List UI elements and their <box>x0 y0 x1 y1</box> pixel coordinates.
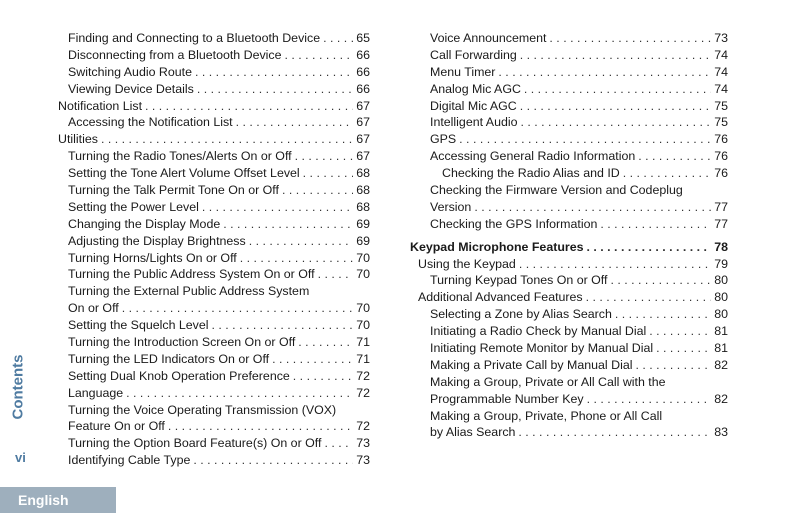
toc-entry[interactable] <box>58 148 370 165</box>
toc-entry-title: Feature On or Off <box>68 419 165 434</box>
toc-leader-dots <box>285 47 354 64</box>
toc-leader-dots <box>195 64 353 81</box>
toc-leader-dots <box>649 323 711 340</box>
toc-entry[interactable] <box>410 216 728 233</box>
toc-entry-page: 70 <box>356 318 370 333</box>
toc-entry-title: Turning the Voice Operating Transmission (VOX) <box>68 402 337 417</box>
toc-entry-page: 82 <box>714 391 728 406</box>
toc-entry-title: Keypad Microphone Features <box>410 239 584 254</box>
toc-entry-title: Setting Dual Knob Operation Preference <box>68 368 290 383</box>
toc-entry-page: 71 <box>356 335 370 350</box>
toc-leader-dots <box>474 199 711 216</box>
toc-entry-page: 69 <box>356 233 370 248</box>
toc-leader-dots <box>240 250 353 267</box>
toc-entry[interactable] <box>410 182 728 199</box>
toc-entry-title: Analog Mic AGC <box>430 81 521 96</box>
toc-entry-title: Switching Audio Route <box>68 64 192 79</box>
toc-entry[interactable] <box>58 233 370 250</box>
toc-entry[interactable] <box>410 148 728 165</box>
toc-entry[interactable] <box>410 306 728 323</box>
toc-leader-dots <box>298 334 353 351</box>
toc-entry-page: 70 <box>356 250 370 265</box>
toc-leader-dots <box>101 131 353 148</box>
toc-entry-page: 66 <box>356 47 370 62</box>
toc-entry-page: 76 <box>714 132 728 147</box>
toc-entry-title: Making a Group, Private, Phone or All Call <box>430 408 663 423</box>
toc-leader-dots <box>520 98 711 115</box>
toc-entry[interactable] <box>410 64 728 81</box>
toc-leader-dots <box>520 47 711 64</box>
toc-leader-dots <box>610 272 711 289</box>
toc-entry-page: 74 <box>714 64 728 79</box>
toc-entry[interactable] <box>58 47 370 64</box>
toc-entry-page: 81 <box>714 324 728 339</box>
toc-entry[interactable] <box>410 272 728 289</box>
toc-leader-dots <box>638 148 711 165</box>
toc-entry-title: Programmable Number Key <box>430 391 584 406</box>
toc-entry[interactable] <box>410 98 728 115</box>
toc-entry-page: 66 <box>356 81 370 96</box>
toc-leader-dots <box>145 98 353 115</box>
toc-entry-title: Checking the Radio Alias and ID <box>442 166 620 181</box>
toc-entry-title: Turning the External Public Address System <box>68 284 310 299</box>
toc-entry-title: Selecting a Zone by Alias Search <box>430 307 612 322</box>
toc-entry-title: Additional Advanced Features <box>418 290 583 305</box>
toc-leader-dots <box>324 435 353 452</box>
contents-label-text: Contents <box>9 354 27 420</box>
toc-entry-page: 74 <box>714 81 728 96</box>
toc-entry[interactable] <box>410 340 728 357</box>
toc-entry-title: Digital Mic AGC <box>430 98 517 113</box>
toc-leader-dots <box>193 452 353 469</box>
toc-leader-dots <box>519 256 711 273</box>
toc-entry-page: 69 <box>356 216 370 231</box>
toc-entry-page: 74 <box>714 47 728 62</box>
toc-entry-page: 65 <box>356 31 370 45</box>
toc-entry-title: Turning the Option Board Feature(s) On or Off <box>68 436 322 451</box>
toc-leader-dots <box>498 64 711 81</box>
toc-entry[interactable] <box>410 391 728 408</box>
toc-entry[interactable] <box>410 131 728 148</box>
toc-entry[interactable] <box>58 131 370 148</box>
toc-entry[interactable] <box>410 424 728 441</box>
toc-leader-dots <box>524 81 711 98</box>
toc-entry-page: 67 <box>356 115 370 130</box>
toc-entry[interactable] <box>410 30 728 47</box>
toc-leader-dots <box>656 340 711 357</box>
toc-entry-page: 67 <box>356 132 370 147</box>
toc-entry-title: Initiating a Radio Check by Manual Dial <box>430 324 647 339</box>
toc-entry[interactable] <box>58 402 370 419</box>
toc-entry-title: Accessing General Radio Information <box>430 149 636 164</box>
toc-entry-title: Checking the GPS Information <box>430 216 598 231</box>
toc-entry[interactable] <box>410 114 728 131</box>
toc-leader-dots <box>202 199 353 216</box>
toc-entry[interactable] <box>410 199 728 216</box>
toc-entry[interactable] <box>58 165 370 182</box>
toc-leader-dots <box>197 81 353 98</box>
toc-entry-title: Notification List <box>58 98 143 113</box>
toc-leader-dots <box>236 114 354 131</box>
toc-entry-title: On or Off <box>68 301 119 316</box>
toc-leader-dots <box>212 317 354 334</box>
toc-leader-dots <box>521 114 712 131</box>
language-label: English <box>18 492 69 508</box>
toc-entry-title: Setting the Power Level <box>68 199 199 214</box>
toc-entry-page: 72 <box>356 385 370 400</box>
toc-entry-page: 68 <box>356 183 370 198</box>
toc-entry[interactable] <box>58 114 370 131</box>
toc-leader-dots <box>323 30 353 47</box>
toc-leader-dots <box>126 385 353 402</box>
toc-entry-title: Adjusting the Display Brightness <box>68 233 246 248</box>
toc-entry-title: Accessing the Notification List <box>68 115 233 130</box>
toc-entry[interactable] <box>410 165 728 182</box>
toc-entry-page: 80 <box>714 273 728 288</box>
toc-entry-page: 72 <box>356 419 370 434</box>
toc-entry-title: Turning Keypad Tones On or Off <box>430 273 608 288</box>
toc-leader-dots <box>122 300 353 317</box>
toc-entry-page: 79 <box>714 256 728 271</box>
toc-entry[interactable] <box>58 81 370 98</box>
toc-entry-page: 67 <box>356 149 370 164</box>
contents-side-label <box>7 342 29 432</box>
toc-entry-page: 73 <box>356 436 370 451</box>
toc-leader-dots <box>168 418 353 435</box>
toc-entry[interactable] <box>410 374 728 391</box>
toc-leader-dots <box>549 30 711 47</box>
toc-entry[interactable] <box>58 64 370 81</box>
toc-entry-page: 78 <box>714 239 728 254</box>
toc-entry[interactable] <box>58 283 370 300</box>
toc-entry[interactable] <box>58 334 370 351</box>
toc-entry-page: 68 <box>356 166 370 181</box>
toc-entry[interactable] <box>58 199 370 216</box>
toc-entry-page: 71 <box>356 351 370 366</box>
toc-entry[interactable] <box>58 418 370 435</box>
toc-entry[interactable] <box>410 323 728 340</box>
toc-entry-title: Turning the LED Indicators On or Off <box>68 351 270 366</box>
toc-entry-title: Turning the Radio Tones/Alerts On or Off <box>68 149 292 164</box>
page-number: vi <box>15 450 26 465</box>
toc-entry[interactable] <box>410 256 728 273</box>
toc-entry[interactable] <box>410 408 728 425</box>
toc-entry-title: Menu Timer <box>430 64 496 79</box>
toc-entry[interactable] <box>58 216 370 233</box>
toc-entry-title: Finding and Connecting to a Bluetooth Device <box>68 31 321 45</box>
toc-entry-title: Call Forwarding <box>430 47 517 62</box>
toc-entry-page: 73 <box>714 31 728 45</box>
toc-entry-page: 67 <box>356 98 370 113</box>
toc-entry-title: Version <box>430 199 472 214</box>
toc-entry-title: Identifying Cable Type <box>68 453 191 468</box>
toc-entry-page: 70 <box>356 267 370 282</box>
toc-entry-page: 81 <box>714 341 728 356</box>
toc-entry-page: 77 <box>714 199 728 214</box>
toc-entry[interactable] <box>58 452 370 469</box>
toc-entry-title: Utilities <box>58 132 98 147</box>
toc-leader-dots <box>623 165 711 182</box>
toc-entry-page: 73 <box>356 453 370 468</box>
toc-entry-title: Using the Keypad <box>418 256 516 271</box>
toc-entry-page: 77 <box>714 216 728 231</box>
toc-entry-title: Making a Group, Private or All Call with the <box>430 374 666 389</box>
toc-entry-page: 70 <box>356 301 370 316</box>
toc-leader-dots <box>459 131 711 148</box>
toc-entry-title: Setting the Squelch Level <box>68 318 209 333</box>
toc-entry[interactable] <box>58 435 370 452</box>
toc-entry-title: Initiating Remote Monitor by Manual Dial <box>430 341 654 356</box>
toc-entry-page: 75 <box>714 98 728 113</box>
toc-entry-title: Changing the Display Mode <box>68 216 221 231</box>
toc-entry-page: 75 <box>714 115 728 130</box>
toc-leader-dots <box>615 306 711 323</box>
toc-right-column <box>410 30 728 441</box>
toc-entry-page: 83 <box>714 425 728 440</box>
toc-entry-page: 68 <box>356 199 370 214</box>
toc-leader-dots <box>282 182 353 199</box>
toc-entry-title: Turning Horns/Lights On or Off <box>68 250 237 265</box>
toc-entry[interactable] <box>58 300 370 317</box>
toc-leader-dots <box>223 216 353 233</box>
toc-leader-dots <box>249 233 354 250</box>
toc-entry-title: Turning the Introduction Screen On or Off <box>68 335 296 350</box>
toc-entry[interactable] <box>58 98 370 115</box>
toc-entry-title: Viewing Device Details <box>68 81 194 96</box>
toc-entry[interactable] <box>58 182 370 199</box>
toc-entry-title: by Alias Search <box>430 425 516 440</box>
toc-entry-page: 76 <box>714 166 728 181</box>
toc-entry-title: Voice Announcement <box>430 31 547 45</box>
toc-entry-title: GPS <box>430 132 457 147</box>
toc-entry[interactable] <box>58 317 370 334</box>
toc-leader-dots <box>587 391 712 408</box>
toc-entry[interactable] <box>410 47 728 64</box>
toc-leader-dots <box>272 351 353 368</box>
toc-entry[interactable] <box>58 368 370 385</box>
toc-entry-title: Turning the Talk Permit Tone On or Off <box>68 183 279 198</box>
toc-leader-dots <box>303 165 354 182</box>
toc-entry[interactable] <box>410 289 728 306</box>
toc-leader-dots <box>635 357 711 374</box>
language-tab <box>0 487 116 513</box>
toc-entry[interactable] <box>410 357 728 374</box>
toc-entry[interactable] <box>58 30 370 47</box>
toc-left-column <box>58 30 370 469</box>
toc-entry-title: Setting the Tone Alert Volume Offset Level <box>68 166 300 181</box>
toc-entry-page: 76 <box>714 149 728 164</box>
toc-leader-dots <box>600 216 711 233</box>
toc-entry-title: Making a Private Call by Manual Dial <box>430 357 633 372</box>
toc-entry-page: 72 <box>356 368 370 383</box>
toc-leader-dots <box>587 239 712 256</box>
toc-entry-title: Checking the Firmware Version and Codeplug <box>430 183 683 198</box>
toc-entry-title: Language <box>68 385 124 400</box>
toc-leader-dots <box>586 289 712 306</box>
toc-entry[interactable] <box>58 250 370 267</box>
toc-entry[interactable] <box>58 266 370 283</box>
toc-entry-page: 66 <box>356 64 370 79</box>
toc-leader-dots <box>293 368 353 385</box>
toc-entry-title: Intelligent Audio <box>430 115 518 130</box>
toc-leader-dots <box>518 424 711 441</box>
toc-entry-title: Disconnecting from a Bluetooth Device <box>68 47 282 62</box>
toc-entry[interactable] <box>58 351 370 368</box>
toc-entry-page: 80 <box>714 290 728 305</box>
toc-leader-dots <box>318 266 354 283</box>
toc-entry[interactable] <box>410 239 728 256</box>
toc-entry[interactable] <box>410 81 728 98</box>
toc-entry-page: 80 <box>714 307 728 322</box>
toc-entry-page: 82 <box>714 357 728 372</box>
toc-leader-dots <box>295 148 354 165</box>
toc-entry[interactable] <box>58 385 370 402</box>
toc-entry-title: Turning the Public Address System On or Off <box>68 267 315 282</box>
